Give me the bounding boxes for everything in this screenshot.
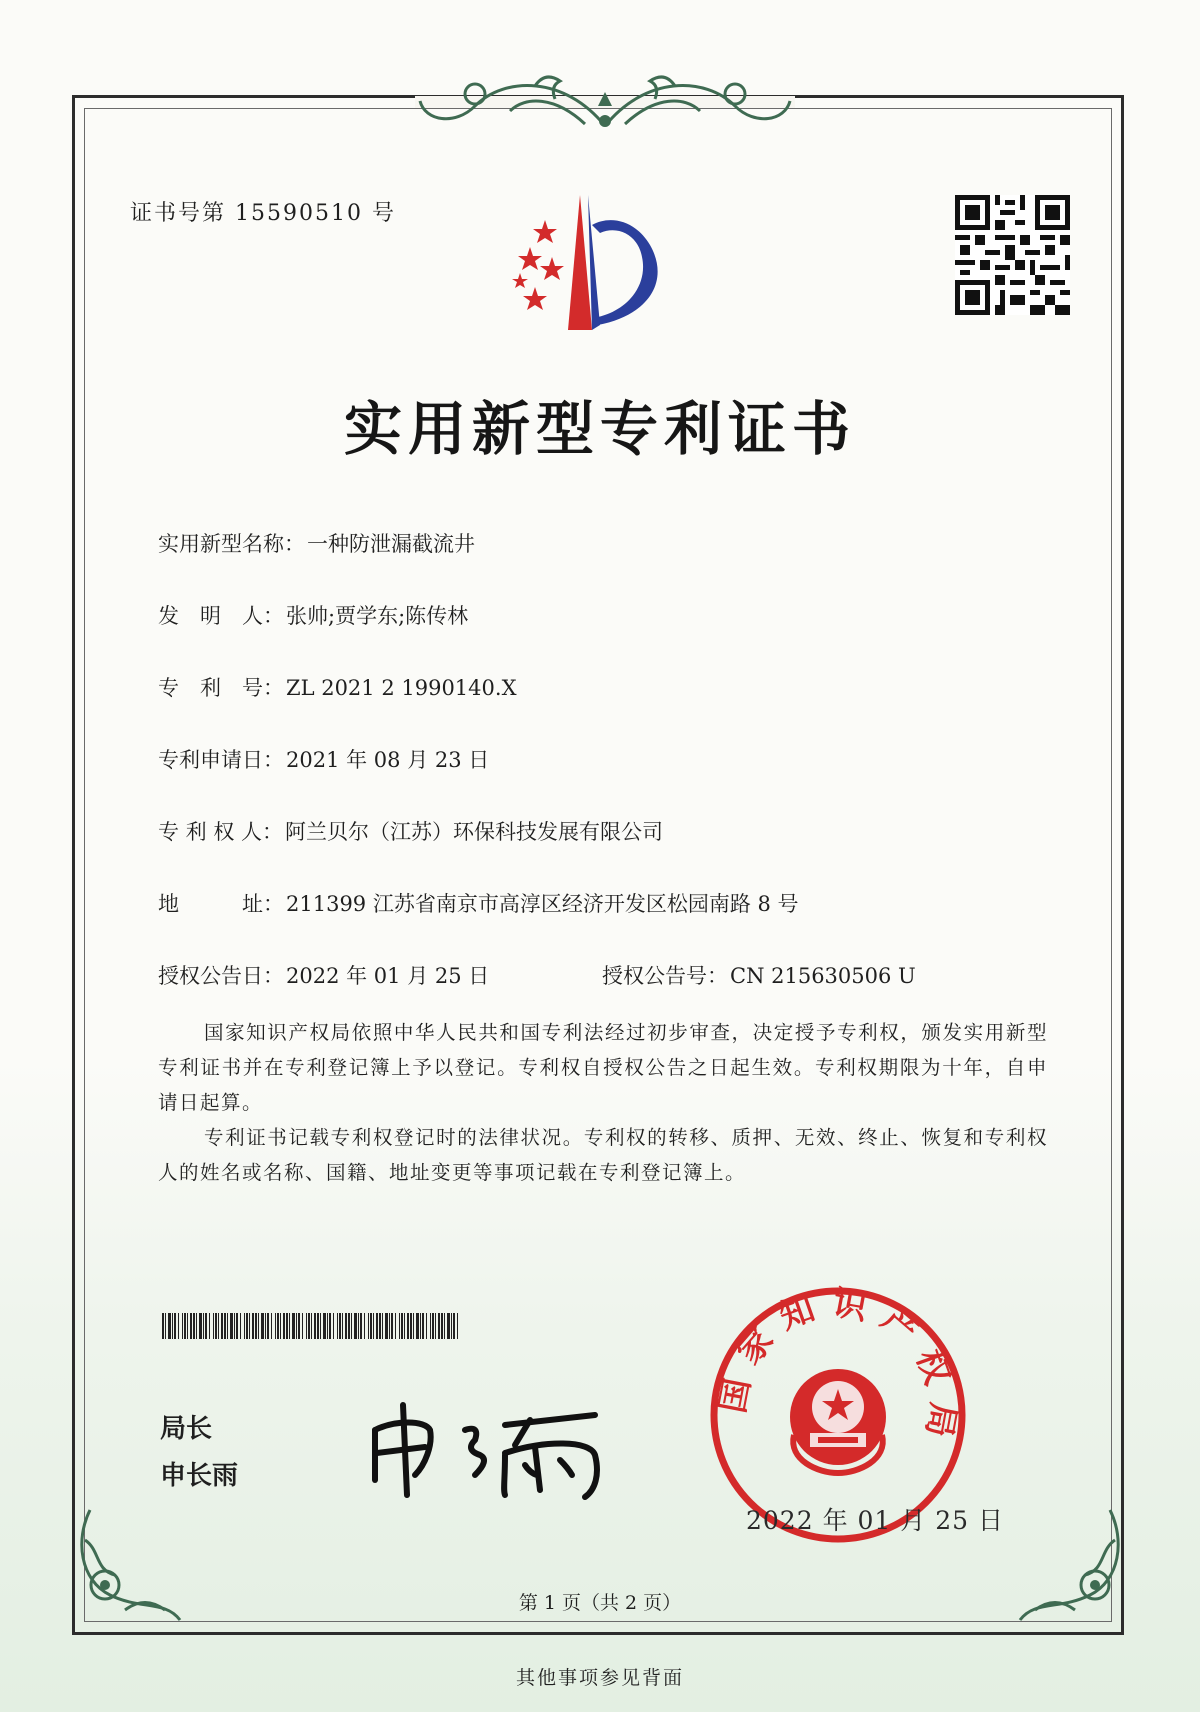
barcode-bar	[252, 1313, 254, 1339]
barcode-bar	[430, 1313, 431, 1339]
barcode-bar	[370, 1313, 372, 1339]
barcode-bar	[196, 1313, 197, 1339]
barcode-bar	[199, 1313, 202, 1339]
barcode-bar	[376, 1313, 378, 1339]
barcode-bar	[395, 1313, 396, 1339]
field-value: 张帅;贾学东;陈传林	[286, 604, 469, 628]
barcode-bar	[193, 1313, 195, 1339]
barcode-bar	[203, 1313, 204, 1339]
barcode-bar	[420, 1313, 421, 1339]
barcode-bar	[190, 1313, 192, 1339]
field-value: 阿兰贝尔（江苏）环保科技发展有限公司	[285, 820, 664, 844]
barcode-bar	[457, 1313, 458, 1339]
barcode-bar	[447, 1313, 450, 1339]
barcode-bar	[283, 1313, 285, 1339]
cnipa-emblem-icon	[500, 185, 685, 345]
field-value: 一种防泄漏截流井	[307, 532, 475, 556]
seal-text: 国家知识产权局	[712, 1285, 964, 1455]
barcode-bar	[271, 1313, 272, 1339]
field-label: 专 利 号：	[158, 676, 284, 700]
barcode-bar	[187, 1313, 188, 1339]
barcode-bar	[339, 1313, 341, 1339]
barcode-bar	[213, 1313, 214, 1339]
barcode-bar	[258, 1313, 259, 1339]
barcode-bar	[351, 1313, 352, 1339]
director-title: 局长	[160, 1414, 213, 1444]
field-value: 211399 江苏省南京市高淳区经济开发区松园南路 8 号	[286, 892, 799, 916]
barcode-bar	[218, 1313, 219, 1339]
field-address	[158, 888, 799, 918]
barcode-bar	[404, 1313, 405, 1339]
certificate-title: 实用新型专利证书	[343, 395, 856, 463]
barcode-bar	[364, 1313, 365, 1339]
barcode-bar	[178, 1313, 179, 1339]
certificate-number-label: 证书号第	[130, 201, 227, 226]
barcode-bar	[215, 1313, 217, 1339]
barcode-bar	[184, 1313, 186, 1339]
barcode-bar	[410, 1313, 412, 1339]
barcode-bar	[317, 1313, 319, 1339]
barcode-bar	[323, 1313, 326, 1339]
barcode-bar	[379, 1313, 381, 1339]
field-label: 授权公告号：	[602, 964, 728, 988]
barcode-bar	[249, 1313, 250, 1339]
seal-date: 2022 年 01 月 25 日	[746, 1506, 1004, 1535]
barcode-bar	[407, 1313, 409, 1339]
certificate-number	[130, 196, 396, 227]
field-label: 发 明 人：	[158, 604, 284, 628]
barcode-bar	[182, 1313, 183, 1339]
field-value: 2021 年 08 月 23 日	[286, 748, 490, 772]
field-label: 专利申请日：	[158, 748, 284, 772]
barcode-bar	[441, 1313, 443, 1339]
statement-paragraph-1: 国家知识产权局依照中华人民共和国专利法经过初步审查，决定授予专利权，颁发实用新型专利证书并在专利登记簿上予以登记。专利权自授权公告之日起生效。专利权期限为十年，自申请日起算。	[158, 1021, 1048, 1114]
barcode-bar	[426, 1313, 427, 1339]
barcode-bar	[224, 1313, 226, 1339]
barcode-bar	[227, 1313, 228, 1339]
field-label: 授权公告日：	[158, 964, 284, 988]
director-name: 申长雨	[160, 1461, 239, 1491]
barcode-bar	[416, 1313, 419, 1339]
field-value: ZL 2021 2 1990140.X	[286, 676, 517, 700]
barcode-bar	[209, 1313, 210, 1339]
barcode-bar	[234, 1313, 235, 1339]
page-indicator: 第 1 页（共 2 页）	[518, 1592, 682, 1614]
barcode-bar	[342, 1313, 343, 1339]
field-value: 2022 年 01 月 25 日	[286, 964, 490, 988]
field-label: 专 利 权 人：	[158, 820, 284, 844]
barcode-bar	[435, 1313, 436, 1339]
barcode-bar	[236, 1313, 238, 1339]
barcode-bar	[333, 1313, 334, 1339]
barcode-bar	[422, 1313, 424, 1339]
barcode-bar	[358, 1313, 359, 1339]
certificate-number-value: 15590510	[235, 201, 363, 226]
barcode-bar	[327, 1313, 328, 1339]
barcode-bar	[162, 1313, 164, 1339]
barcode-bar	[302, 1313, 303, 1339]
barcode-bar	[306, 1313, 307, 1339]
barcode-bar	[298, 1313, 300, 1339]
barcode-bar	[373, 1313, 374, 1339]
barcode-bar	[240, 1313, 241, 1339]
barcode-bar	[360, 1313, 362, 1339]
barcode-bar	[320, 1313, 321, 1339]
field-grant-number	[602, 960, 916, 990]
field-grant-date	[158, 960, 489, 990]
barcode-bar	[432, 1313, 434, 1339]
barcode-bar	[368, 1313, 369, 1339]
handwritten-signature-icon	[355, 1385, 615, 1505]
barcode-bar	[314, 1313, 316, 1339]
barcode-bar	[451, 1313, 452, 1339]
barcode-bar	[391, 1313, 393, 1339]
barcode-bar	[255, 1313, 257, 1339]
top-ornament-icon	[415, 66, 795, 138]
barcode-bar	[444, 1313, 445, 1339]
barcode-bar	[401, 1313, 403, 1339]
barcode-bar	[261, 1313, 264, 1339]
barcode-icon	[162, 1313, 462, 1339]
barcode-bar	[311, 1313, 312, 1339]
statement-paragraph-2: 专利证书记载专利权登记时的法律状况。专利权的转移、质押、无效、终止、恢复和专利权人的姓名或名称、国籍、地址变更等事项记载在专利登记簿上。	[158, 1126, 1048, 1184]
barcode-bar	[277, 1313, 279, 1339]
barcode-bar	[275, 1313, 276, 1339]
field-label: 实用新型名称：	[158, 532, 305, 556]
barcode-bar	[292, 1313, 295, 1339]
barcode-bar	[354, 1313, 357, 1339]
field-filing-date	[158, 744, 489, 774]
barcode-bar	[399, 1313, 400, 1339]
barcode-bar	[296, 1313, 297, 1339]
barcode-bar	[165, 1313, 166, 1339]
barcode-bar	[286, 1313, 288, 1339]
field-patentee	[158, 816, 663, 846]
field-value: CN 215630506 U	[730, 964, 916, 988]
qr-code-icon	[955, 195, 1070, 315]
field-inventor	[158, 600, 468, 630]
barcode-bar	[348, 1313, 350, 1339]
field-patent-number	[158, 672, 517, 702]
field-label: 地 址：	[158, 892, 284, 916]
barcode-bar	[280, 1313, 281, 1339]
barcode-bar	[265, 1313, 266, 1339]
barcode-bar	[172, 1313, 173, 1339]
barcode-bar	[389, 1313, 390, 1339]
barcode-bar	[168, 1313, 171, 1339]
barcode-bar	[337, 1313, 338, 1339]
barcode-bar	[438, 1313, 440, 1339]
barcode-bar	[221, 1313, 223, 1339]
barcode-bar	[329, 1313, 331, 1339]
barcode-bar	[345, 1313, 347, 1339]
barcode-bar	[230, 1313, 233, 1339]
barcode-bar	[246, 1313, 248, 1339]
field-utility-model-name	[158, 528, 475, 558]
barcode-bar	[413, 1313, 414, 1339]
barcode-bar	[453, 1313, 455, 1339]
barcode-bar	[308, 1313, 310, 1339]
certificate-number-suffix: 号	[372, 201, 397, 226]
footer-note: 其他事项参见背面	[515, 1667, 684, 1689]
barcode-bar	[385, 1313, 388, 1339]
barcode-bar	[289, 1313, 290, 1339]
barcode-bar	[382, 1313, 383, 1339]
barcode-bar	[267, 1313, 269, 1339]
barcode-bar	[174, 1313, 176, 1339]
barcode-bar	[205, 1313, 207, 1339]
barcode-bar	[244, 1313, 245, 1339]
